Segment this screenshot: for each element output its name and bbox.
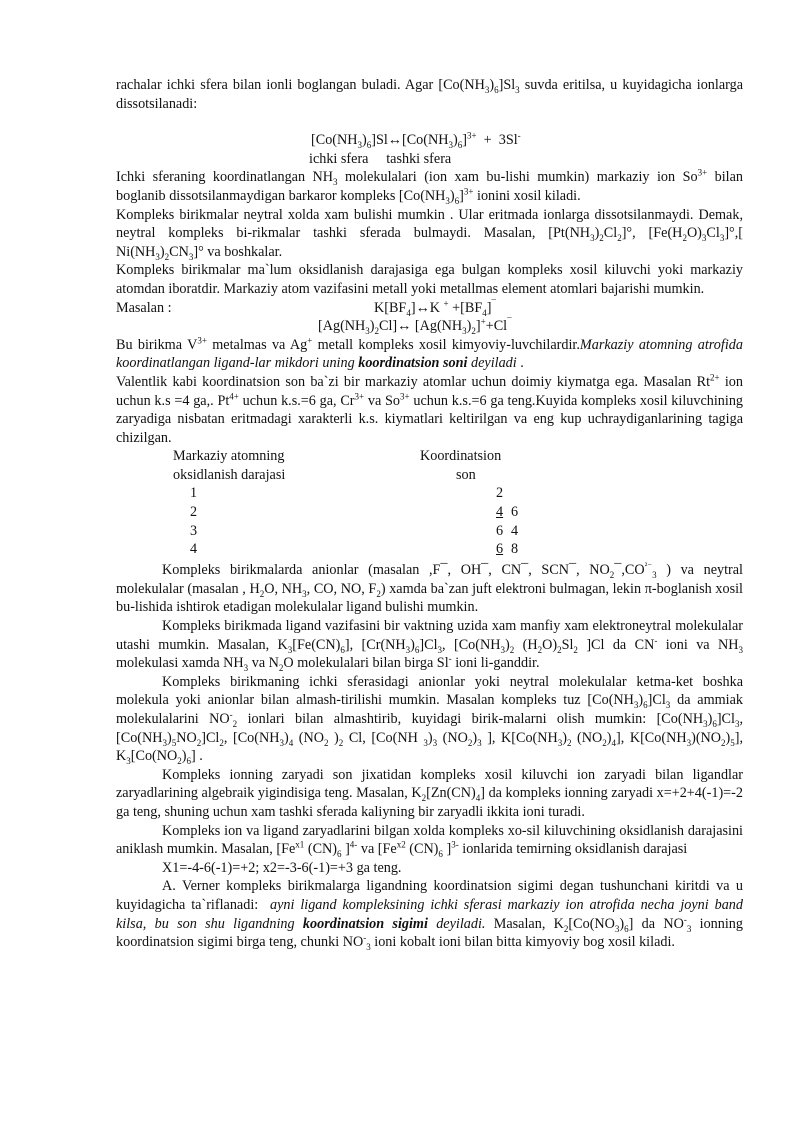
coordination-table: [116, 447, 743, 579]
table-header-cn-2: son: [456, 466, 476, 483]
paragraph-substitution: Kompleks birikmaning ichki sferasidagi anionlar yoki neytral molekulalar ketma-ket boshka molekula yoki anionlar bilan almash-tirilishi mumkin. Masalan kompleks tuz $[Co(NH_3)_6]Cl_3$ da ammiak molekulalarini $NO^-_2$ ionlari bilan almashtirib, kuyidagi birik-malarni olish mumkin: $[Co(NH_3)_6]Cl_3$, $[Co(NH_3)_5NO_2]Cl_2$, [$Co(NH_3)_4$ ($NO_2$ )$_2$ Cl, [Co(NH $_3)_3$ $(NO_2)_3$ ], $K[Co(NH_3)_2$ $(NO_2)_4$], $K[Co(NH_3)(NO_2)_5]$, $K_3[Co(NO_2)_6]$ .: [116, 673, 744, 767]
paragraph-neutral: Kompleks birikmalar neytral xolda xam bulishi mumkin . Ular eritmada ionlarga dissotsilanmaydi. Demak, neytral kompleks bi-rikmalar tashki sferada bulmaydi. Masalan, $[Pt(NH_3)_2Cl_2]^\circ$, $[Fe(H_2O)_3Cl_3]^\circ$,[ $Ni(NH_3)_2CN_3]^\circ$ va boshkalar.: [116, 206, 743, 262]
paragraph-coordination: Ichki sferaning koordinatlangan $NH_3$ molekulalari (ion xam bu-lishi mumkin) markaziy ion $So^{3+}$ bilan boglanib dissotsilanmaydigan barkaror kompleks $[Co(NH_3)_6]^{3+}$ ionini xosil kiladi.: [116, 167, 743, 206]
table-header-cn: Koordinatsion: [420, 448, 502, 465]
table-cell-cn: 4: [496, 504, 504, 521]
table-cell-cn: 2: [496, 485, 504, 502]
paragraph-ligands: Kompleks birikmalarda anionlar (masalan ,F¯, OH¯, CN¯, SCN¯, $NO_2¯,CO^{^2^-}_3$ ) va neytral molekulalar (masalan , $H_2O$, $NH_3$, CO, NO, $F_2$) xamda ba`zan juft elektroni bulmagan, lekin π-boglanish xosil bu-lishida ishtirok etadigan molekulalar ligand bulishi mumkin.: [116, 560, 743, 616]
table-cell-cn-alt: 8: [511, 541, 519, 558]
paragraph-central-atom: Kompleks birikmalar ma`lum oksidlanish darajasiga ega bulgan kompleks xosil kiluvchi yoki markaziy atomdan iboratdir. Markaziy atom vazifasini metall yoki metallmas element atomlari bajarishi mumkin.: [116, 262, 743, 297]
paragraph-coordination-number: Bu birikma $V^{3+}$ metalmas va Ag+ metall kompleks xosil kimyoviy-luvchilardir.Markaziy atomning atrofida koordinatlangan ligand-lar mikdori uning koordinatsion soni deyiladi .: [116, 334, 743, 372]
table-cell-ox: 2: [190, 504, 198, 521]
paragraph-formula: X1=-4-6(-1)=+2; x2=-3-6(-1)=+3 ga teng.: [162, 859, 402, 876]
table-cell-ox: 1: [190, 485, 198, 502]
equation-ag: $[Ag(NH_3)_2Cl]\leftrightarrow$ $[Ag(NH_3)_2]^++Cl^¯$: [318, 316, 512, 336]
table-header-oxidation-2: oksidlanish darajasi: [173, 466, 286, 483]
table-cell-cn: 6: [496, 541, 504, 558]
equation-labels: ichki sfera tashki sfera: [309, 150, 452, 167]
table-cell-ox: 3: [190, 522, 198, 539]
document-page: [116, 76, 747, 952]
table-cell-cn-alt: 6: [511, 504, 519, 521]
equation-dissociation: $[Co(NH_3)_6]Sl\leftrightarrow[Co(NH_3)_6]^{3+} + 3Sl^-$: [311, 130, 521, 151]
paragraph-oxidation: Kompleks ion va ligand zaryadlarini bilgan xolda kompleks xo-sil kiluvchining oksidlanish darajasini aniklash mumkin. Masalan, [$Fe^{x1}$ $(CN)_6$ ]$^{4-}$ va [$Fe^{x2}$ $(CN)_6$ ]$^{3-}$ ionlarida temirning oksidlanish darajasi: [116, 822, 743, 860]
table-cell-cn-alt: 4: [511, 522, 519, 539]
table-cell-cn: 6: [496, 522, 504, 539]
table-cell-ox: 4: [190, 541, 198, 558]
table-header-oxidation: Markaziy atomning: [173, 448, 285, 465]
paragraph-verner: A. Verner kompleks birikmalarga ligandning koordinatsion sigimi degan tushunchani kiritdi va u kuyidagicha ta`riflanadi: ayni ligand kompleksining ichki sferasi markaziy ion atrofida necha joyni band kilsa, bu son shu ligandning koordinatsion sigimi deyiladi. Masalan, $K_2[Co(NO_3)_6]$ da $NO^-_3$ ionning koordinatsion sigimi birga teng, chunki $NO^-_3$ ioni kobalt ioni bilan bitta kimyoviy bog xosil kiladi.: [116, 878, 747, 952]
equation-bf4: Masalan : $K[BF_4]\leftrightarrow K$ $^+ +[BF_4]^¯$: [116, 297, 496, 318]
paragraph-valence: Valentlik kabi koordinatsion son ba`zi bir markaziy atomlar uchun doimiy kiymatga ega. Masalan $Rt^{2+}$ ion uchun k.s =4 ga,. $Pt^{4+}$ uchun k.s.=6 ga, $Cr^{3+}$ va $So^{3+}$ uchun k.s.=6 ga teng.Kuyida kompleks xosil kiluvchining zaryadiga nisbatan eritmadagi xarakterli k.s. kiymatlari keltirilgan va eng kup uchraydiganlarining tagiga chizilgan.: [116, 372, 744, 446]
paragraph-mixed-ligands: Kompleks birikmada ligand vazifasini bir vaktning uzida xam manfiy xam elektroneytral molekulalar utashi mumkin. Masalan, $K_3[Fe(CN)_6]$, $[Cr(NH_3)_6]Cl_3$, [$Co(NH_3)_2$ $(H_2O)_2Sl_2$ ]Cl da CN- ioni va $NH_3$ molekulasi xamda $NH_3$ va $N_2O$ molekulalari bilan birga Sl- ioni li-ganddir.: [116, 618, 743, 674]
paragraph-charge: Kompleks ionning zaryadi son jixatidan kompleks xosil kiluvchi ion zaryadi bilan ligandlar zaryadlarining algebraik yigindisiga teng. Masalan, $K_2[Zn(CN)_4]$ da kompleks ionning zaryadi x=+2+4(-1)=-2 ga teng, shuning uchun xam tashki sferada kaliyning bir zaryadli ikkita ioni turadi.: [116, 766, 743, 820]
paragraph-intro: rachalar ichki sfera bilan ionli boglangan buladi. Agar $[Co(NH_3)_6]Sl_3$ suvda eritilsa, u kuyidagicha ionlarga dissotsilanadi:: [116, 77, 743, 112]
